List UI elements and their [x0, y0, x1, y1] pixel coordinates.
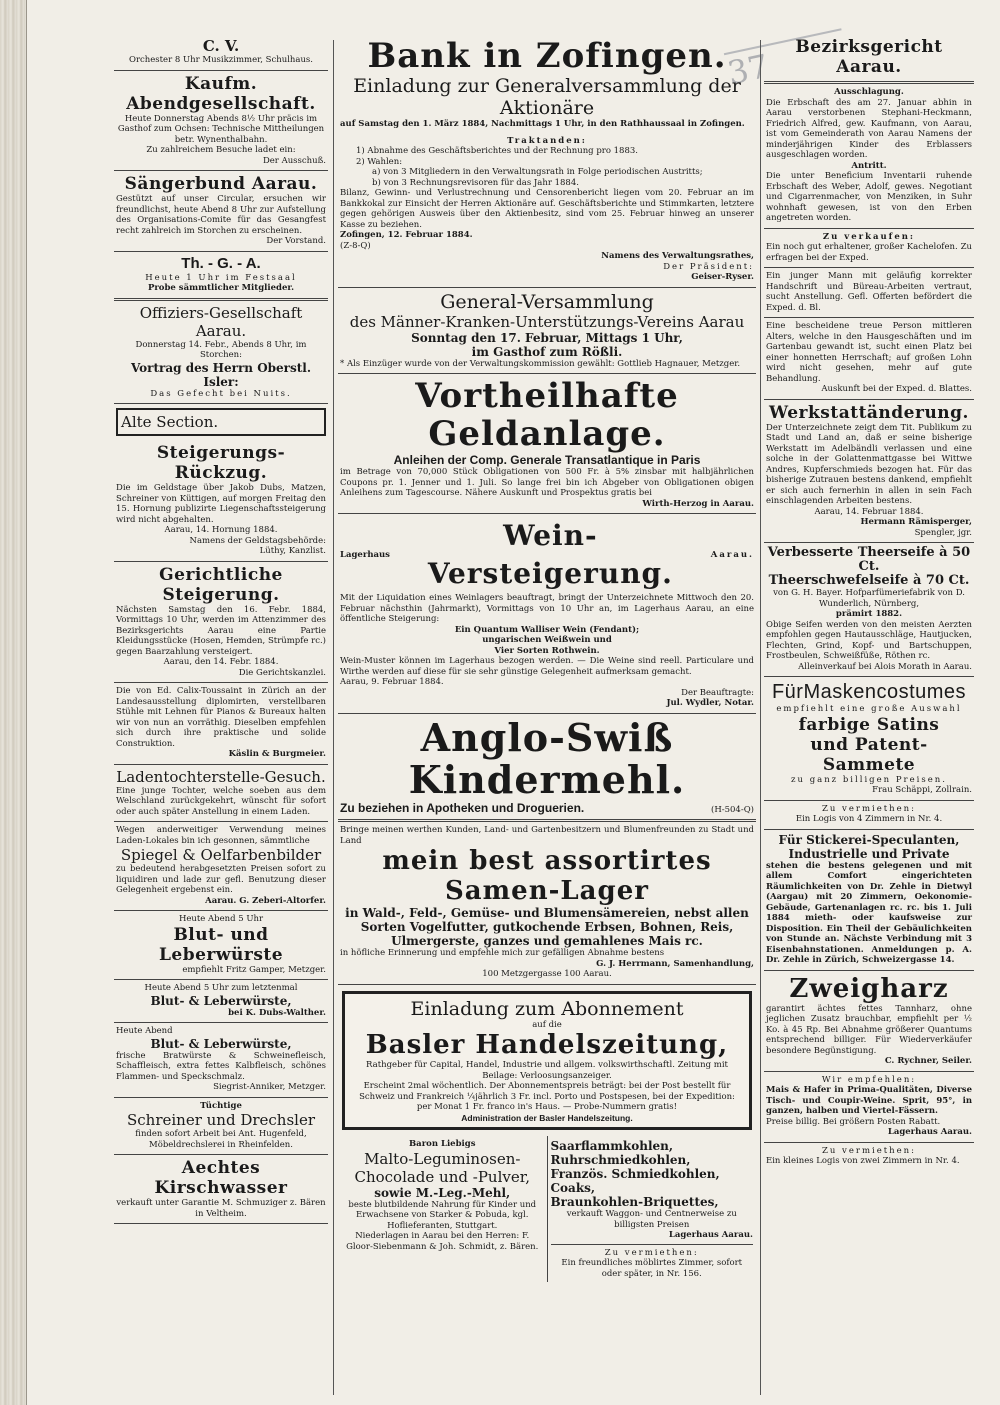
- ad-text: Baron Liebigs: [409, 1139, 476, 1149]
- ad-title: Blut- & Leberwürste,: [150, 993, 292, 1008]
- ad-steigerungs-rueckzug: [114, 440, 328, 562]
- column-rule: [333, 40, 334, 1395]
- ad-basler-handelszeitung: [342, 991, 752, 1131]
- ad-offiziers: [114, 301, 328, 405]
- ad-signature: Frau Schäppi, Zollrain.: [872, 785, 972, 795]
- ad-text: verkauft Waggon- und Centnerweise zu billigsten Preisen: [566, 1209, 737, 1230]
- ad-text: Donnerstag 14. Febr., Abends 8 Uhr, im Storchen:: [135, 339, 307, 360]
- ad-signature: Der Vorstand.: [266, 236, 326, 246]
- ad-title: Steigerungs-Rückzug.: [156, 443, 286, 483]
- ad-title: Blut- & Leberwürste,: [150, 1036, 292, 1051]
- ad-signature: Administration der Basler Handelszeitung.: [461, 1112, 633, 1123]
- ad-item: Ruhrschmiedkohlen,: [550, 1153, 691, 1167]
- ad-text: Vortrag des Herrn Oberstl. Isler:: [130, 360, 312, 389]
- ad-bottom-row: [338, 1136, 756, 1282]
- ad-text: Aarau.: [710, 549, 754, 560]
- ad-title: Für Stickerei-Speculanten, Industrielle und Private: [778, 832, 960, 861]
- ad-signature: Wirth-Herzog in Aarau.: [642, 498, 754, 509]
- ad-text: Wegen anderweitiger Verwendung meines Laden-Lokales bin ich gesonnen, sämmtliche: [116, 825, 326, 846]
- ad-title: FürMaskencostumes: [771, 681, 967, 703]
- ad-blutwurst-dubs: [114, 980, 328, 1023]
- ad-text: ungarischen Weißwein und: [482, 635, 612, 645]
- ad-item: Französ. Schmiedkohlen,: [550, 1167, 720, 1181]
- ad-subrow: [340, 801, 754, 816]
- ad-signature: Alleinverkauf bei Alois Morath in Aarau.: [798, 661, 972, 672]
- ad-subtitle: des Männer-Kranken-Unterstützungs-Vereins Aarau: [349, 312, 745, 331]
- ad-text: im Gasthof zum Rößli.: [471, 344, 623, 359]
- ad-title: Zu vermiethen:: [821, 803, 917, 814]
- ad-generalversammlung: [338, 288, 756, 375]
- ad-text: Ein kleines Logis von zwei Zimmern in Nr. 4.: [766, 1156, 960, 1166]
- ad-text: Heute Abend: [116, 1026, 173, 1036]
- ad-item: Saarflammkohlen,: [550, 1139, 674, 1153]
- ad-geldanlage: [338, 374, 756, 514]
- ad-title: Einladung zum Abonnement: [410, 997, 684, 1020]
- ad-date: Aarau, den 14. Febr. 1884.: [163, 657, 279, 667]
- ad-saengerbund: [114, 171, 328, 252]
- ad-werkstatt: [764, 400, 974, 544]
- ad-text: Mit der Liquidation eines Weinlagers beauftragt, bringt der Unterzeichnete Mittwoch den 20. Februar nächsthin (Jahrmarkt), Vormittags von 10 Uhr an, im Lagerhaus Aarau, an eine öffentliche Steigerung:: [340, 593, 754, 624]
- ad-title: Anglo-Swiß Kindermehl.: [408, 714, 686, 802]
- ad-text: Lagerhaus: [340, 549, 390, 560]
- ad-text: stehen die bestens gelegenen und mit allem Comfort eingerichteten Räumlichkeiten von Dr. Zehle in Dietwyl (Aargau) mit 20 Zimmern, Oekonomie-Gebäude, Gartenanlagen rc. rc. bis 1. Juli 1884 mieth- oder kaufsweise zur Disposition. Ein Theil der Gebäulichkeiten von Stunde an. Nächste Verbindung mit 3 Eisenbahnstationen. Anmeldungen p. A. Dr. Zehle in Zürich, Schweizergasse 14.: [766, 860, 972, 965]
- ad-text: im Betrage von 70,000 Stück Obligationen von 500 Fr. à 5% zinsbar mit halbjährlichen Coupons pr. 1. Jenner und 1. Juli. So lange frei bin ich Abgeber von Obligationen obigen Anleihens zum Tagescourse. Nähere Auskunft und Prospektus gratis bei: [340, 467, 754, 498]
- ad-title: Zweigharz: [789, 973, 949, 1004]
- ad-text: auf die: [532, 1019, 562, 1030]
- ad-text: Probe sämmtlicher Mitglieder.: [147, 283, 295, 293]
- ad-title: mein best assortirtes Samen-Lager: [382, 846, 712, 906]
- ad-text: Ein Quantum Walliser Wein (Fendant);: [454, 624, 640, 635]
- ad-anglo-swiss: [338, 714, 756, 823]
- ad-text: in höfliche Erinnerung und empfehle mich zur gefälligen Abnahme bestens: [340, 948, 665, 958]
- ad-signature: Geiser-Ryser.: [691, 272, 754, 282]
- ad-kirschwasser: [114, 1155, 328, 1224]
- ad-cv: [114, 34, 328, 71]
- ad-signature: Aarau. G. Zeberi-Altorfer.: [205, 895, 326, 906]
- ad-title: General-Versammlung: [440, 290, 654, 313]
- ad-text: von G. H. Bayer. Hofparfümeriefabrik von D. Wunderlich, Nürnberg,: [773, 588, 965, 609]
- ad-text: verkauft unter Garantie M. Schmuziger z. Bären in Veltheim.: [116, 1198, 326, 1219]
- ad-subtitle: Anleihen der Comp. Generale Transatlantique in Paris: [393, 453, 701, 467]
- ad-blutwurst-gamper: [114, 911, 328, 980]
- ad-bank-zofingen: [338, 34, 756, 288]
- column-right: [764, 34, 974, 1394]
- ad-alte-section: [116, 408, 326, 436]
- ad-date: Aarau, 14. Hornung 1884.: [164, 525, 278, 535]
- ad-signature: bei K. Dubs-Walther.: [228, 1007, 326, 1018]
- ad-text: Wein-Muster können im Lagerhaus bezogen werden. — Die Weine sind reell. Particulare und Wirthe werden auf diese für sie sehr günstige Gelegenheit aufmerksam gemacht.: [340, 656, 754, 677]
- ad-samenlager: [338, 822, 756, 985]
- ad-title: und Patent-Sammete: [810, 734, 928, 775]
- ad-address: 100 Metzgergasse 100 Aarau.: [482, 969, 612, 979]
- ad-text: empfiehlt eine große Auswahl: [776, 704, 962, 714]
- ad-blutwurst-siegrist: [114, 1023, 328, 1098]
- ad-title: Ladentochterstelle-Gesuch.: [116, 767, 326, 786]
- ad-ladentochter: [114, 765, 328, 823]
- ad-kohlen: [547, 1136, 757, 1282]
- ad-logis-vier-zimmer: [764, 801, 974, 830]
- ad-text: garantirt ächtes fettes Tannharz, ohne jeglichen Zusatz brauchbar, empfiehlt per ½ Ko. à 45 Rp. Bei Abnahme größerer Quantums entsprechend billiger. Für Wiederverkäufer besondere Begünstigung.: [766, 1003, 972, 1056]
- ad-text: beste blutbildende Nahrung für Kinder und Erwachsene von Starker & Pobuda, kgl. Hoflieferanten, Stuttgart.: [348, 1199, 537, 1231]
- ad-text: Niederlagen in Aarau bei den Herren: F. Gloor-Siebenmann & Joh. Schmidt, z. Bären.: [346, 1231, 539, 1252]
- ad-title: Antritt.: [851, 160, 887, 171]
- ad-title: Theerschwefelseife à 70 Ct.: [768, 573, 970, 588]
- ad-date: Aarau, 9. Februar 1884.: [340, 677, 444, 687]
- archive-stamp: 37: [724, 28, 856, 123]
- agenda-item: 2) Wahlen:: [356, 156, 403, 167]
- ad-text: Erscheint 2mal wöchentlich. Der Abonnementspreis beträgt: bei der Post bestellt für Schweiz und Frankreich ¼jährlich 3 Fr. incl. Porto und Postspesen, bei der Expedition: per Monat 1 Fr. franco in's Haus. — Probe-Nummern gratis!: [359, 1081, 735, 1112]
- ad-title: Blut- und Leberwürste: [158, 924, 284, 965]
- ad-text: Ein Logis von 4 Zimmern in Nr. 4.: [795, 814, 943, 824]
- ad-code: (H-504-Q): [711, 804, 754, 815]
- ad-signature: Siegrist-Anniker, Metzger.: [213, 1082, 326, 1092]
- ad-text: Die im Geldstage über Jakob Dubs, Matzen, Schreiner von Küttigen, auf morgen Freitag den 15. Hornung publizirte Liegenschaftssteigerung wird nicht abgehalten.: [116, 483, 326, 525]
- ad-spiegel: [114, 822, 328, 911]
- ad-date: Aarau, 14. Februar 1884.: [814, 506, 924, 517]
- ad-tga: [114, 252, 328, 301]
- ad-text: Mais & Hafer in Prima-Qualitäten, Diverse Tisch- und Coupir-Weine. Sprit, 95°, in ganzen, halben und Viertel-Fässern.: [766, 1085, 972, 1116]
- ad-title: Aechtes Kirschwasser: [154, 1158, 288, 1198]
- ad-signature: Lagerhaus Aarau.: [887, 1127, 972, 1137]
- ad-text: Die unter Beneficium Inventarii ruhende Erbschaft des Weber, Adolf, gewes. Negotiant und Cigarrenmacher, von Menziken, in Suhr wohnhaft gewesen, ist von den Erben angetreten worden.: [766, 171, 972, 223]
- ad-title: Wein-Versteigerung.: [427, 519, 673, 590]
- ad-signature: Der Beauftragte:: [681, 687, 754, 698]
- ad-title: Bank in Zofingen.: [367, 36, 727, 76]
- ad-stickerei: [764, 830, 974, 971]
- ad-text: Ein noch gut erhaltener, großer Kachelofen. Zu erfragen bei der Exped.: [766, 242, 972, 263]
- ad-title: Zu verkaufen:: [822, 231, 916, 242]
- ad-title: Spiegel & Oelfarbenbilder: [120, 846, 322, 864]
- ad-text: Nächsten Samstag den 16. Febr. 1884, Vormittags 10 Uhr, werden im Attenzimmer des Bezirksgerichts Aarau eine Partie Kleidungsstücke (Hosen, Hemden, Strümpfe rc.) gegen Baarzahlung versteigert.: [116, 604, 326, 657]
- ad-text: Tüchtige: [200, 1100, 242, 1111]
- ad-text: Ein freundliches möblirtes Zimmer, sofort oder später, in Nr. 156.: [561, 1258, 743, 1279]
- ad-kleines-logis: [764, 1143, 974, 1171]
- ad-title: Schreiner und Drechsler: [126, 1111, 316, 1129]
- ad-signature: Namens des Verwaltungsrathes,: [601, 251, 754, 261]
- ad-signature: C. Rychner, Seiler.: [884, 1056, 972, 1066]
- ad-calix: [114, 683, 328, 765]
- binding-spine: [0, 0, 27, 1405]
- ad-signature: Lüthy, Kanzlist.: [259, 546, 326, 556]
- ad-text: Vier Sorten Rothwein.: [494, 645, 600, 656]
- ad-text: Gestützt auf unser Circular, ersuchen wir freundlichst, heute Abend 8 Uhr zur Aufstellung des Organisations-Comite für das Gesangfest recht zahlreich im Storchen zu erscheinen.: [116, 194, 326, 236]
- ad-kachelofen: [764, 229, 974, 269]
- ad-title: Werkstattänderung.: [769, 402, 969, 423]
- ad-text: Ein junger Mann mit geläufig korrekter Handschrift und Büreau-Arbeiten vertraut, sucht Anstellung. Gefl. Offerten befördert die Exped. d. Bl.: [766, 271, 972, 313]
- ad-signature: Die Gerichtskanzlei.: [238, 667, 326, 678]
- ad-subtitle: Einladung zur Generalversammlung der Aktionäre: [353, 75, 741, 119]
- ad-text: Heute Abend 5 Uhr: [178, 914, 264, 924]
- ad-title: Verbesserte Theerseife à 50 Ct.: [767, 545, 971, 574]
- ad-text: Die Erbschaft des am 27. Januar abhin in Aarau verstorbenen Stephani-Heckmann, Friedrich Alfred, gew. Kaufmann, von Aarau, ist vom Gemeinderath von Aarau Namens der minderjährigen Kinder des Erblassers ausgeschlagen worden.: [766, 97, 972, 160]
- ad-text: Traktanden:: [507, 135, 587, 146]
- ad-title: C. V.: [202, 37, 240, 55]
- ad-ausschlagung: [764, 84, 974, 229]
- ad-text: Obige Seifen werden von den meisten Aerzten empfohlen gegen Hautausschläge, Hautjucken, Flechten, Grind, Kopf- und Bartschuppen, Frostbeulen, Schweißfüße, Röthen rc.: [766, 619, 972, 661]
- ad-liebig: [338, 1136, 547, 1282]
- ad-signature: Der Präsident:: [663, 261, 754, 272]
- ad-person: [764, 318, 974, 400]
- ad-code: (Z-8-Q): [340, 240, 371, 251]
- ad-title: Malto-Leguminosen-Chocolade und -Pulver,: [354, 1149, 531, 1186]
- ad-title: Alte Section.: [121, 413, 219, 431]
- ad-text: finden sofort Arbeit bei Ant. Hugenfeld, Möbeldrechslerei in Rheinfelden.: [135, 1129, 307, 1150]
- ad-text: Bilanz, Gewinn- und Verlustrechnung und Censorenbericht liegen vom 20. Februar an im Bankkokal zur Einsicht der Herren Aktionäre auf. Geschäftsberichte und Stimmkarten, letztere gegen gehörigen Ausweis über den Aktienbesitz, sind vom 25. Februar hinweg an unserer Kasse zu beziehen.: [340, 188, 754, 230]
- ad-text: Rathgeber für Capital, Handel, Industrie und allgem. volkswirthschaftl. Zeitung mit Beilage: Verloosungsanzeiger.: [366, 1060, 728, 1081]
- ad-text: Heute Donnerstag Abends 8½ Uhr präcis im Gasthof zum Ochsen: Technische Mittheilungen betr. Wynenthalbahn.: [117, 113, 325, 145]
- ad-mais-hafer: [764, 1072, 974, 1143]
- ad-item: Coaks,: [550, 1181, 596, 1195]
- ad-title: Gerichtliche Steigerung.: [159, 564, 283, 605]
- ad-signature: G. J. Herrmann, Samenhandlung,: [596, 958, 754, 969]
- ad-date: Zofingen, 12. Februar 1884.: [340, 230, 473, 240]
- ad-text: zu bedeutend herabgesetzten Preisen sofort zu liquidiren und lade zur gefl. Benutzung dieser Gelegenheit ergebenst ein.: [116, 864, 326, 895]
- ad-text: auf Samstag den 1. März 1884, Nachmittags 1 Uhr, in den Rathhaussaal in Zofingen.: [340, 119, 745, 129]
- ad-wein-versteigerung: [338, 514, 756, 714]
- agenda-list: [340, 146, 754, 188]
- ad-title: Vortheilhafte Geldanlage.: [415, 376, 679, 454]
- ad-text: Eine junge Tochter, welche soeben aus dem Welschland zurückgekehrt, wünscht für sofort oder auch später Anstellung in einem Laden.: [116, 785, 326, 817]
- ad-text: Bringe meinen werthen Kunden, Land- und Gartenbesitzern und Blumenfreunden zu Stadt und Land: [340, 825, 754, 846]
- ad-junger-mann: [764, 268, 974, 318]
- ad-signature: Hermann Rämisperger,: [860, 517, 972, 527]
- ad-signature: Der Ausschuß.: [262, 155, 326, 166]
- ad-theerseife: [764, 543, 974, 677]
- column-rule: [760, 40, 761, 1395]
- ad-signature: Auskunft bei der Exped. d. Blattes.: [821, 384, 972, 394]
- ad-signature: empfiehlt Fritz Gamper, Metzger.: [182, 964, 326, 975]
- ad-title-row: [340, 517, 754, 593]
- ad-signature: Namens der Geldstagsbehörde:: [189, 535, 326, 546]
- ad-title: Basler Handelszeitung,: [365, 1030, 729, 1060]
- agenda-item: 1) Abnahme des Geschäftsberichtes und der Rechnung pro 1883.: [356, 146, 638, 156]
- ad-title: Kaufm. Abendgesellschaft.: [126, 73, 316, 114]
- ad-text: Das Gefecht bei Nuits.: [150, 388, 292, 399]
- ad-signature: Lagerhaus Aarau.: [668, 1230, 753, 1240]
- ad-title: farbige Satins: [798, 714, 940, 735]
- ad-title: Th. - G. - A.: [181, 254, 261, 272]
- ad-bezirksgericht: [764, 34, 974, 84]
- ad-schreiner: [114, 1098, 328, 1156]
- ad-maskencostumes: [764, 677, 974, 801]
- column-left: [114, 34, 328, 1394]
- ad-signature: Käslin & Burgmeier.: [228, 749, 326, 759]
- ad-title: Sängerbund Aarau.: [124, 174, 318, 194]
- ad-text: Preise billig. Bei größern Posten Rabatt.: [766, 1116, 941, 1127]
- ad-zweigharz: [764, 971, 974, 1072]
- ad-text: Der Unterzeichnete zeigt dem Tit. Publikum zu Stadt und Land an, daß er seine bisherige Werkstatt im Adelbändli verlassen und eine solche in der Golattenmattgasse bei Wittwe Andres, Kupferschmieds bezogen hat. Für das bisherige Zutrauen bestens dankend, empfiehlt er sich auch fernerhin in allen in sein Fach einschlagenden Arbeiten bestens.: [766, 422, 972, 506]
- ad-text: Eine bescheidene treue Person mittleren Alters, welche in den Hausgeschäften und im Gartenbau gewandt ist, sucht einen Platz bei einer honnetten Herrschaft; auf großen Lohn wird nicht gesehen, mehr auf gute Behandlung.: [766, 321, 972, 384]
- ad-text: Zu zahlreichem Besuche ladet ein:: [146, 145, 296, 155]
- ad-text: Die von Ed. Calix-Toussaint in Zürich an der Landesausstellung diplomirten, verstellbaren Stühle mit Lehnen für Pianos & Bureaux halten wir von nun an vorräthig. Dieselben empfehlen sich durch ihre praktische und solide Construktion.: [116, 686, 326, 749]
- ad-subtitle: sowie M.-Leg.-Mehl,: [374, 1185, 511, 1200]
- ad-text: * Als Einzüger wurde von der Verwaltungskommission gewählt: Gottlieb Hagnauer, Metzger.: [340, 358, 741, 369]
- agenda-item: a) von 3 Mitgliedern in den Verwaltungsrath in Folge periodischen Austritts;: [372, 167, 703, 177]
- ad-title: Bezirksgericht Aarau.: [795, 37, 943, 77]
- ad-text: zu ganz billigen Preisen.: [791, 774, 947, 785]
- ad-title: Offiziers-Gesellschaft Aarau.: [139, 303, 303, 340]
- ad-text: Orchester 8 Uhr Musikzimmer, Schulhaus.: [128, 55, 313, 65]
- ad-title: Zu vermiethen:: [821, 1145, 917, 1156]
- ad-signature: Spengler, jgr.: [914, 527, 972, 538]
- ad-title: Zu vermiethen:: [551, 1244, 754, 1259]
- ad-title: Ausschlagung.: [834, 87, 904, 97]
- ad-signature: Jul. Wydler, Notar.: [666, 698, 754, 708]
- ad-abendgesellschaft: [114, 71, 328, 172]
- ad-text: Wir empfehlen:: [821, 1074, 917, 1085]
- ad-text: Heute Abend 5 Uhr zum letztenmal: [144, 983, 298, 993]
- ad-text: prämirt 1882.: [835, 609, 903, 619]
- ad-text: in Wald-, Feld-, Gemüse- und Blumensämereien, nebst allen Sorten Vogelfutter, gutkochende Erbsen, Bohnen, Reis, Ulmergerste, ganzes und gemahlenes Mais rc.: [345, 906, 749, 948]
- ad-text: Sonntag den 17. Februar, Mittags 1 Uhr,: [411, 330, 683, 345]
- column-middle: [338, 34, 756, 1394]
- agenda-item: b) von 3 Rechnungsrevisoren für das Jahr 1884.: [372, 177, 579, 188]
- ad-subtitle: Zu beziehen in Apotheken und Droguerien.: [340, 800, 585, 815]
- ad-item: Braunkohlen-Briquettes,: [550, 1195, 719, 1209]
- ad-gerichtliche-steigerung: [114, 562, 328, 684]
- ad-text: frische Bratwürste & Schweinefleisch, Schaffleisch, extra fettes Kalbfleisch, schönes Flammen- und Speckschmalz.: [116, 1050, 326, 1082]
- ad-text: Heute 1 Uhr im Festsaal: [145, 272, 297, 283]
